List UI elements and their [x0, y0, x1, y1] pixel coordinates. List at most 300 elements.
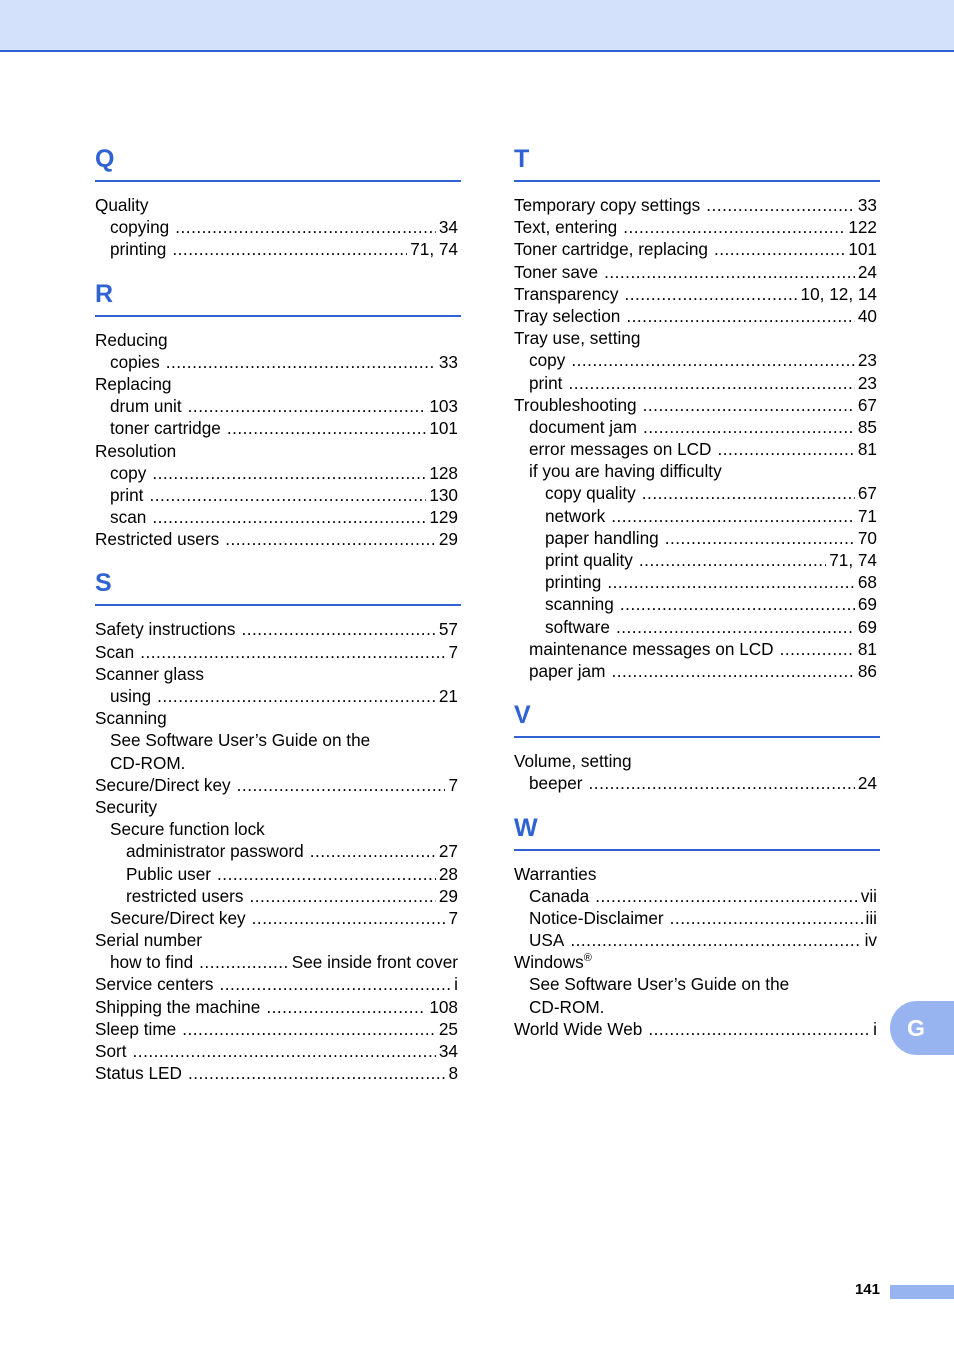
entry-page[interactable]: i [873, 1018, 877, 1039]
entry-term-text: Scan [95, 641, 135, 662]
entry-term [514, 863, 596, 885]
dot-leader [714, 238, 845, 260]
entry-term [95, 641, 134, 663]
entry-term [110, 417, 221, 439]
entry-term [529, 460, 722, 482]
entry-page[interactable]: 103 [429, 396, 458, 417]
index-entry [95, 929, 461, 951]
dot-leader [642, 482, 855, 504]
entry-term-text: print [110, 484, 144, 505]
entry-term-text: CD-ROM. [529, 996, 605, 1017]
entry-term [545, 527, 659, 549]
entry-term [95, 774, 231, 796]
index-entry [514, 951, 880, 973]
entry-term [110, 462, 146, 484]
index-entry[interactable] [95, 1062, 461, 1084]
entry-term-text: Temporary copy settings [514, 195, 701, 215]
entry-term [110, 729, 370, 751]
dot-leader [157, 685, 436, 707]
entry-page[interactable]: 128 [429, 462, 458, 483]
index-entry[interactable] [514, 907, 880, 929]
entry-page[interactable]: 24 [857, 261, 877, 282]
index-entry [95, 818, 461, 840]
index-entry[interactable] [95, 216, 461, 238]
entry-term-text: See Software User’s Guide on the [110, 730, 371, 751]
entry-term [529, 772, 583, 794]
entry-term [514, 1018, 642, 1040]
index-entry [95, 796, 461, 818]
section-letter: T [514, 145, 530, 173]
entry-term-text: Toner save [514, 261, 599, 282]
index-entry [95, 329, 461, 351]
entry-term-text: Scanner glass [95, 663, 204, 684]
index-entry[interactable] [95, 506, 461, 528]
entry-page[interactable]: 71, 74 [410, 239, 458, 260]
entry-term [126, 885, 243, 907]
dot-leader [648, 1018, 870, 1040]
entry-page[interactable]: 81 [857, 638, 877, 659]
entry-term-text: maintenance messages on LCD [529, 638, 774, 659]
index-entry [95, 707, 461, 729]
entry-page[interactable]: iii [865, 907, 877, 928]
index-entry [95, 752, 461, 774]
dot-leader [217, 863, 436, 885]
entry-term [110, 395, 182, 417]
entry-page[interactable]: 21 [438, 686, 458, 706]
dot-leader [219, 973, 451, 995]
entry-term [110, 506, 146, 528]
entry-page[interactable]: 25 [438, 1018, 458, 1039]
entry-term-text: paper handling [545, 527, 659, 548]
index-entry[interactable] [95, 840, 461, 862]
entry-page[interactable]: 85 [857, 416, 877, 437]
index-section-r [95, 275, 461, 551]
index-entry[interactable] [514, 638, 880, 660]
entry-term-text: Toner cartridge, replacing [514, 239, 708, 260]
dot-leader [623, 216, 845, 238]
entry-page[interactable]: 23 [857, 350, 877, 371]
entry-term [529, 929, 564, 951]
entry-term [514, 305, 620, 327]
entry-page[interactable]: 7 [448, 641, 458, 662]
entry-term [126, 840, 304, 862]
entry-term [529, 372, 562, 394]
entry-term-text: Public user [126, 863, 212, 884]
entry-term [95, 1040, 127, 1062]
index-entry[interactable] [95, 996, 461, 1018]
entry-term-text: Security [95, 796, 158, 817]
index-entry[interactable] [514, 929, 880, 951]
index-entry[interactable] [514, 660, 880, 682]
page-number: 141 [854, 1281, 880, 1298]
dot-leader [152, 506, 426, 528]
chapter-tab[interactable] [890, 1001, 954, 1055]
entry-term [110, 351, 160, 373]
section-rule [514, 180, 880, 182]
entry-term [529, 438, 711, 460]
entry-term-text: Secure/Direct key [95, 774, 231, 795]
entry-term-text: Safety instructions [95, 619, 236, 640]
entry-term [545, 571, 601, 593]
index-entry[interactable] [95, 351, 461, 373]
footer-bar [890, 1285, 954, 1299]
entry-term [529, 660, 605, 682]
index-section-t [514, 140, 880, 682]
index-entry[interactable] [514, 571, 880, 593]
dot-leader [670, 907, 863, 929]
dot-leader [266, 996, 426, 1018]
index-entry[interactable] [514, 438, 880, 460]
entry-term-text: printing [545, 572, 602, 593]
dot-leader [172, 238, 407, 260]
dot-leader [620, 593, 855, 615]
entry-term [95, 440, 176, 462]
section-rule [95, 180, 461, 182]
entry-term [110, 818, 265, 840]
entry-page[interactable]: 129 [429, 507, 458, 528]
index-entry[interactable] [514, 194, 880, 216]
entry-term-text: Serial number [95, 930, 202, 951]
entry-term-text: toner cartridge [110, 418, 221, 439]
entry-term-text: Windows [514, 952, 584, 973]
entry-term-text: administrator password [126, 841, 304, 862]
index-entry[interactable] [95, 951, 461, 973]
dot-leader [249, 885, 435, 907]
index-section-q [95, 140, 461, 261]
entry-term-text: Scanning [95, 708, 167, 729]
entry-page[interactable]: 34 [438, 1041, 458, 1061]
dot-leader [199, 951, 289, 973]
entry-page[interactable]: 68 [857, 572, 877, 593]
entry-term-text: Restricted users [95, 529, 220, 550]
entry-term [529, 349, 565, 371]
dot-leader [133, 1040, 436, 1062]
entry-page[interactable]: 71 [857, 505, 877, 526]
entry-term-text: Reducing [95, 329, 168, 350]
entry-term [95, 973, 213, 995]
entry-page[interactable]: 69 [857, 594, 877, 615]
entry-page[interactable]: 7 [448, 774, 458, 795]
dot-leader [706, 194, 855, 216]
entry-page[interactable]: 29 [438, 529, 458, 550]
dot-leader [589, 772, 855, 794]
entry-term [95, 1018, 176, 1040]
entry-page[interactable]: 34 [438, 217, 458, 238]
index-entry [95, 373, 461, 395]
index-entry[interactable] [514, 216, 880, 238]
entry-term-text: Status LED [95, 1063, 182, 1084]
entry-term [514, 283, 618, 305]
dot-leader [626, 305, 855, 327]
entry-page[interactable]: See inside front cover [291, 952, 458, 973]
index-entry[interactable] [95, 863, 461, 885]
dot-leader [188, 1062, 446, 1084]
dot-leader [624, 283, 797, 305]
entry-term-text: Text, entering [514, 217, 618, 238]
dot-leader [570, 929, 861, 951]
index-entry [514, 327, 880, 349]
index-entry [514, 750, 880, 772]
entry-term [110, 907, 246, 929]
dot-leader [616, 616, 855, 638]
entry-term [95, 796, 157, 818]
index-entry[interactable] [514, 885, 880, 907]
entry-term-text: Resolution [95, 440, 177, 461]
entry-term-text: Notice-Disclaimer [529, 907, 664, 928]
entry-page[interactable]: 108 [429, 996, 458, 1017]
entry-term [514, 394, 637, 416]
index-entry[interactable] [95, 528, 461, 550]
entry-term [95, 194, 149, 216]
index-section-w [514, 809, 880, 1041]
entry-term-text: software [545, 616, 610, 637]
entry-term-text: copy [110, 462, 147, 483]
dot-leader [607, 571, 855, 593]
entry-page[interactable]: 69 [857, 616, 877, 637]
index-entry[interactable] [514, 482, 880, 504]
entry-term [110, 685, 151, 707]
section-letter: W [514, 813, 538, 842]
header-bar [0, 0, 954, 52]
entry-page[interactable]: 27 [438, 841, 458, 862]
entry-term [110, 484, 143, 506]
entry-page[interactable]: 10, 12, 14 [800, 283, 877, 304]
entry-page[interactable]: 57 [438, 619, 458, 640]
entry-term [545, 616, 610, 638]
index-entry[interactable] [514, 394, 880, 416]
dot-leader [140, 641, 445, 663]
entry-page[interactable]: 23 [857, 372, 877, 393]
index-entry[interactable] [514, 505, 880, 527]
dot-leader [611, 660, 854, 682]
index-entry[interactable] [514, 305, 880, 327]
dot-leader [237, 774, 446, 796]
dot-leader [604, 261, 855, 283]
entry-page[interactable]: 101 [848, 239, 877, 260]
entry-term-text: print [529, 372, 563, 393]
entry-term [514, 261, 598, 283]
entry-term-text: Canada [529, 885, 590, 906]
entry-term [95, 707, 167, 729]
index-entry[interactable] [95, 417, 461, 439]
index-section-v [514, 696, 880, 794]
dot-leader [252, 907, 446, 929]
entry-page[interactable]: 130 [429, 484, 458, 505]
entry-term [95, 663, 204, 685]
dot-leader [595, 885, 858, 907]
entry-term-text: Quality [95, 195, 149, 215]
entry-page[interactable]: 81 [857, 439, 877, 460]
entry-term-text: drum unit [110, 396, 182, 417]
entry-term-text: scan [110, 507, 147, 528]
index-entry [95, 729, 461, 751]
dot-leader [717, 438, 854, 460]
dot-leader [166, 351, 436, 373]
dot-leader [241, 618, 435, 640]
index-entry[interactable] [95, 774, 461, 796]
index-column-left [95, 140, 461, 1098]
entry-term-text: World Wide Web [514, 1018, 643, 1039]
entry-term-text: print quality [545, 550, 633, 570]
entry-page[interactable]: 67 [857, 483, 877, 504]
entry-term [529, 416, 637, 438]
entry-term [110, 216, 169, 238]
entry-page[interactable]: 71, 74 [829, 550, 877, 570]
entry-term [529, 973, 789, 995]
entry-term-text: Volume, setting [514, 751, 632, 772]
index-entry[interactable] [95, 484, 461, 506]
index-entry [514, 863, 880, 885]
entry-term [95, 618, 235, 640]
entry-term-text: Sort [95, 1041, 127, 1061]
entry-page[interactable]: 8 [448, 1063, 458, 1084]
entry-term-text: Transparency [514, 283, 619, 304]
entry-term-text: network [545, 505, 606, 526]
entry-term-text: Tray use, setting [514, 328, 641, 349]
entry-term [126, 863, 211, 885]
entry-page[interactable]: 122 [848, 217, 877, 238]
entry-page[interactable]: 70 [857, 527, 877, 548]
entry-page[interactable]: 28 [438, 863, 458, 884]
entry-term-text: Troubleshooting [514, 394, 637, 415]
entry-term-text: USA [529, 930, 565, 951]
index-entry[interactable] [95, 238, 461, 260]
entry-term-text: Secure/Direct key [110, 907, 246, 928]
entry-page[interactable]: vii [860, 885, 877, 906]
entry-term-text: Warranties [514, 863, 597, 884]
entry-term-text: Sleep time [95, 1018, 177, 1039]
dot-leader [639, 549, 826, 571]
entry-term-text: restricted users [126, 885, 244, 906]
entry-term-text: CD-ROM. [110, 752, 186, 773]
index-entry[interactable] [95, 907, 461, 929]
index-entry[interactable] [514, 283, 880, 305]
entry-term-text: how to find [110, 952, 194, 973]
dot-leader [571, 349, 855, 371]
entry-page[interactable]: 86 [857, 660, 877, 681]
index-entry[interactable] [514, 593, 880, 615]
entry-page[interactable]: 33 [438, 351, 458, 372]
entry-term [514, 194, 700, 216]
entry-page[interactable]: 24 [857, 773, 877, 794]
entry-term-text: copies [110, 351, 160, 372]
index-entry [514, 996, 880, 1018]
entry-term [529, 885, 589, 907]
entry-term [545, 482, 636, 504]
index-entry[interactable] [514, 372, 880, 394]
index-entry[interactable] [514, 772, 880, 794]
index-entry[interactable] [514, 261, 880, 283]
entry-term-text: Replacing [95, 373, 172, 394]
section-letter: V [514, 701, 531, 730]
index-entry [514, 460, 880, 482]
dot-leader [643, 394, 855, 416]
registered-mark: ® [583, 952, 592, 965]
index-entry[interactable] [514, 549, 880, 571]
index-section-s [95, 564, 461, 1084]
entry-term-text: document jam [529, 416, 637, 437]
index-entry[interactable] [514, 1018, 880, 1040]
entry-term [514, 238, 708, 260]
dot-leader [568, 372, 854, 394]
entry-term [110, 752, 185, 774]
dot-leader [188, 395, 427, 417]
index-entry[interactable] [95, 973, 461, 995]
entry-term [514, 327, 640, 349]
index-entry[interactable] [514, 238, 880, 260]
index-entry[interactable] [95, 685, 461, 707]
chapter-tab-label: G [907, 1014, 925, 1041]
index-column-right [514, 140, 880, 1054]
entry-page[interactable]: i [454, 974, 458, 995]
entry-page[interactable]: 101 [429, 418, 458, 439]
section-letter: Q [95, 145, 115, 173]
index-entry[interactable] [95, 641, 461, 663]
dot-leader [149, 484, 426, 506]
entry-term-text: beeper [529, 773, 583, 794]
dot-leader [643, 416, 855, 438]
dot-leader [225, 528, 436, 550]
index-entry[interactable] [514, 527, 880, 549]
dot-leader [175, 216, 436, 238]
index-entry[interactable] [514, 349, 880, 371]
section-rule [95, 315, 461, 317]
index-entry[interactable] [95, 618, 461, 640]
entry-term-text: printing [110, 239, 167, 260]
entry-term-text: if you are having difficulty [529, 461, 722, 482]
entry-term [514, 216, 617, 238]
index-entry[interactable] [514, 616, 880, 638]
entry-term-text: error messages on LCD [529, 439, 712, 460]
entry-term-text: paper jam [529, 660, 606, 681]
index-entry[interactable] [514, 416, 880, 438]
entry-page[interactable]: 29 [438, 885, 458, 906]
index-entry [514, 973, 880, 995]
section-letter: S [95, 569, 112, 598]
entry-page[interactable]: 40 [857, 305, 877, 326]
dot-leader [611, 505, 855, 527]
entry-term [110, 951, 193, 973]
entry-page[interactable]: iv [864, 930, 877, 951]
entry-term-text: Tray selection [514, 305, 621, 326]
entry-page[interactable]: 7 [448, 907, 458, 928]
dot-leader [665, 527, 855, 549]
entry-term-text: copy quality [545, 483, 636, 504]
entry-term [514, 951, 592, 973]
section-letter: R [95, 279, 114, 308]
index-entry[interactable] [95, 462, 461, 484]
entry-term [95, 996, 260, 1018]
index-entry[interactable] [95, 1040, 461, 1062]
index-entry[interactable] [95, 885, 461, 907]
entry-term-text: Secure function lock [110, 819, 265, 840]
entry-term [529, 907, 664, 929]
entry-term-text: scanning [545, 594, 614, 615]
dot-leader [152, 462, 426, 484]
entry-term-text: See Software User’s Guide on the [529, 974, 790, 995]
entry-term [529, 996, 604, 1018]
index-entry [95, 663, 461, 685]
entry-page[interactable]: 33 [857, 195, 877, 215]
entry-term [95, 1062, 182, 1084]
entry-term [95, 528, 219, 550]
index-entry[interactable] [95, 1018, 461, 1040]
entry-page[interactable]: 67 [857, 394, 877, 415]
index-entry[interactable] [95, 395, 461, 417]
entry-term-text: copy [529, 350, 566, 371]
dot-leader [780, 638, 855, 660]
dot-leader [227, 417, 426, 439]
